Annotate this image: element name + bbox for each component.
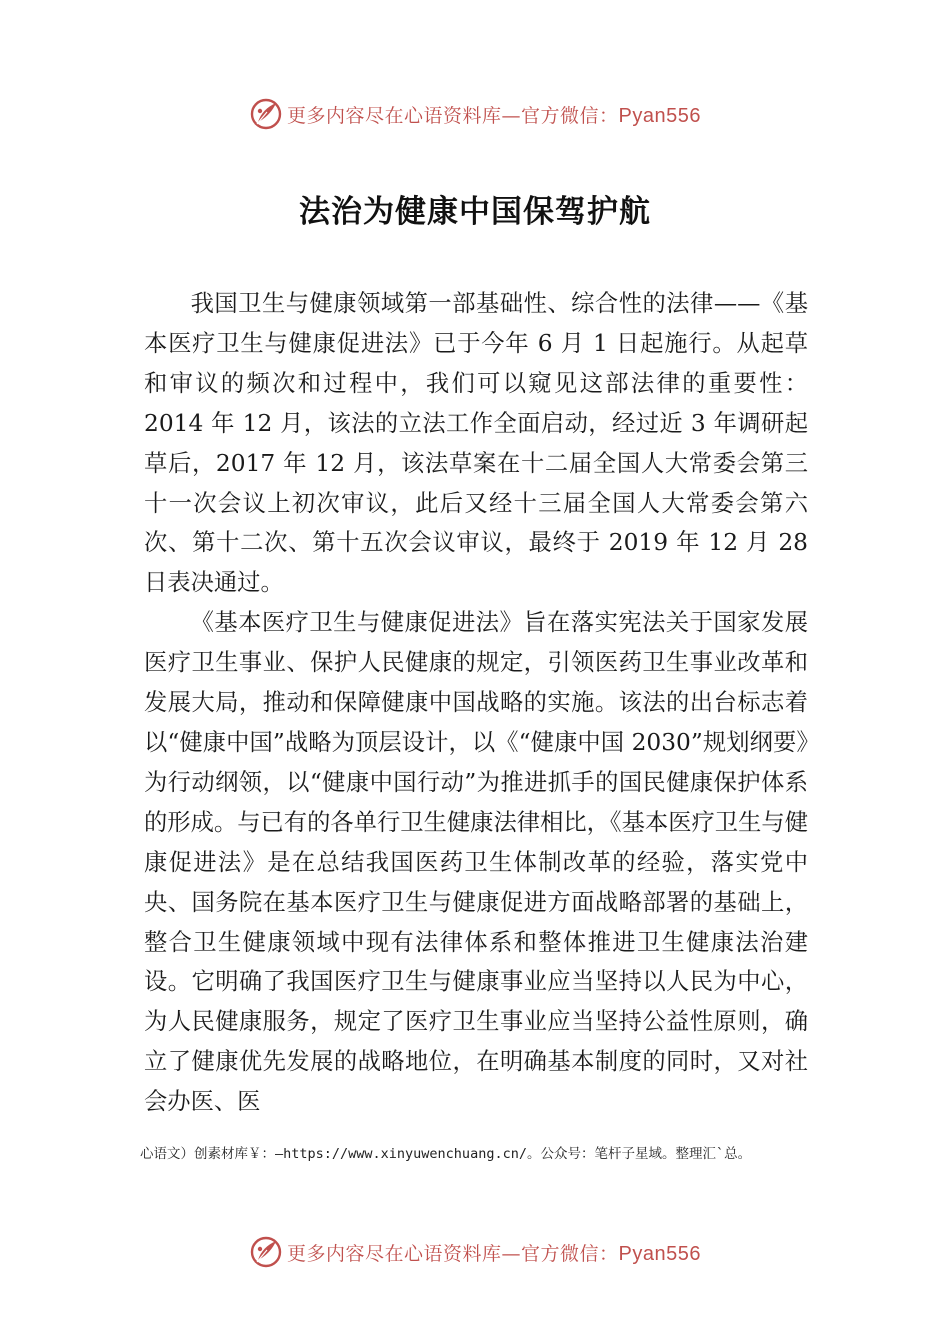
document-title: 法治为健康中国保驾护航: [299, 194, 651, 230]
paragraph-1: 我国卫生与健康领域第一部基础性、综合性的法律——《基本医疗卫生与健康促进法》已于今年 6 月 1 日起施行。从起草和审议的频次和过程中，我们可以窥见这部法律的重要性：2014 年 12 月，该法的立法工作全面启动，经过近 3 年调研起草后，2017 年 12 月，该法草案在十二届全国人大常委会第三十一次会议上初次审议，此后又经十三届全国人大常委会第六次、第十二次、第十五次会议审议，最终于 2019 年 12 月 28 日表决通过。: [144, 290, 808, 597]
paragraph-2: 《基本医疗卫生与健康促进法》旨在落实宪法关于国家发展医疗卫生事业、保护人民健康的规定，引领医药卫生事业改革和发展大局，推动和保障健康中国战略的实施。该法的出台标志着以“健康中国”战略为顶层设计，以《“健康中国 2030”规划纲要》为行动纲领，以“健康中国行动”为推进抓手的国民健康保护体系的形成。与已有的各单行卫生健康法律相比，《基本医疗卫生与健康促进法》是在总结我国医药卫生体制改革的经验，落实党中央、国务院在基本医疗卫生与健康促进方面战略部署的基础上，整合卫生健康领域中现有法律体系和整体推进卫生健康法治建设。它明确了我国医疗卫生与健康事业应当坚持以人民为中心，为人民健康服务，规定了医疗卫生事业应当坚持公益性原则，确立了健康优先发展的战略地位，在明确基本制度的同时，又对社会办医、医: [144, 609, 808, 1116]
page-footer: [0, 1232, 950, 1272]
document-body: [144, 284, 808, 1122]
feather-pen-icon: [249, 97, 283, 131]
footer-handle: Pyan556: [618, 1242, 701, 1265]
header-handle: Pyan556: [618, 104, 701, 127]
footnote: 心语文）创素材库￥：—https://www.xinyuwenchuang.cn/。公众号：笔杆子星域。整理汇`总。: [140, 1146, 752, 1162]
feather-pen-icon: [249, 1235, 283, 1269]
page-header: [0, 94, 950, 134]
footer-brand: [287, 1239, 701, 1266]
header-brand: [287, 101, 701, 128]
header-brand-text: 更多内容尽在心语资料库—官方微信：: [287, 104, 619, 127]
footer-brand-text: 更多内容尽在心语资料库—官方微信：: [287, 1242, 619, 1265]
